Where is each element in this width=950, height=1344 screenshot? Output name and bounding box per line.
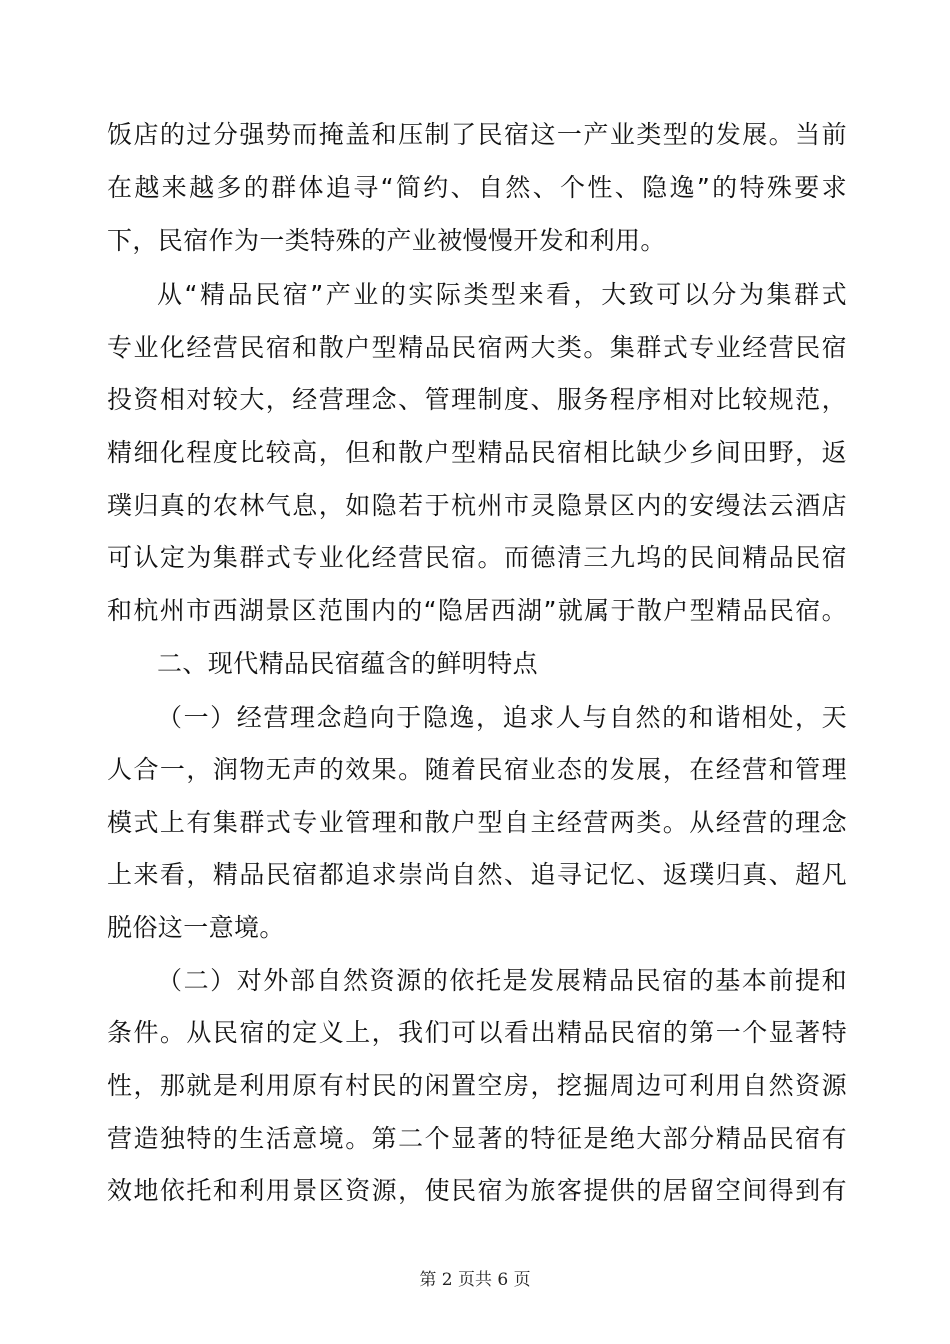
paragraph-line: 模式上有集群式专业管理和散户型自主经营两类。从经营的理念 bbox=[107, 808, 847, 837]
paragraph-line: （二）对外部自然资源的依托是发展精品民宿的基本前提和 bbox=[157, 966, 847, 995]
paragraph-line: 上来看，精品民宿都追求崇尚自然、追寻记忆、返璞归真、超凡 bbox=[107, 860, 847, 889]
paragraph-line: 和杭州市西湖景区范围内的“隐居西湖”就属于散户型精品民宿。 bbox=[107, 596, 847, 625]
page-number: 第 2 页共 6 页 bbox=[419, 1270, 531, 1290]
paragraph-line: 人合一，润物无声的效果。随着民宿业态的发展，在经营和管理 bbox=[107, 755, 847, 784]
paragraph-line: 下，民宿作为一类特殊的产业被慢慢开发和利用。 bbox=[107, 226, 666, 255]
paragraph-line: 性，那就是利用原有村民的闲置空房，挖掘周边可利用自然资源 bbox=[107, 1071, 847, 1100]
paragraph-line: 在越来越多的群体追寻“简约、自然、个性、隐逸”的特殊要求 bbox=[107, 173, 847, 202]
paragraph-line: 脱俗这一意境。 bbox=[107, 913, 285, 942]
paragraph-line: 效地依托和利用景区资源，使民宿为旅客提供的居留空间得到有 bbox=[107, 1176, 847, 1205]
paragraph-line: （一）经营理念趋向于隐逸，追求人与自然的和谐相处，天 bbox=[157, 703, 847, 732]
section-heading: 二、现代精品民宿蕴含的鲜明特点 bbox=[157, 649, 539, 678]
paragraph-line: 可认定为集群式专业化经营民宿。而德清三九坞的民间精品民宿 bbox=[107, 543, 847, 572]
paragraph-line: 专业化经营民宿和散户型精品民宿两大类。集群式专业经营民宿 bbox=[107, 333, 847, 362]
paragraph-line: 璞归真的农林气息，如隐若于杭州市灵隐景区内的安缦法云酒店 bbox=[107, 491, 847, 520]
paragraph-line: 从“精品民宿”产业的实际类型来看，大致可以分为集群式 bbox=[157, 280, 847, 309]
paragraph-line: 营造独特的生活意境。第二个显著的特征是绝大部分精品民宿有 bbox=[107, 1124, 847, 1153]
paragraph-line: 精细化程度比较高，但和散户型精品民宿相比缺少乡间田野，返 bbox=[107, 438, 847, 467]
paragraph-line: 条件。从民宿的定义上，我们可以看出精品民宿的第一个显著特 bbox=[107, 1018, 847, 1047]
paragraph-line: 饭店的过分强势而掩盖和压制了民宿这一产业类型的发展。当前 bbox=[107, 120, 847, 149]
paragraph-line: 投资相对较大，经营理念、管理制度、服务程序相对比较规范， bbox=[107, 385, 847, 414]
